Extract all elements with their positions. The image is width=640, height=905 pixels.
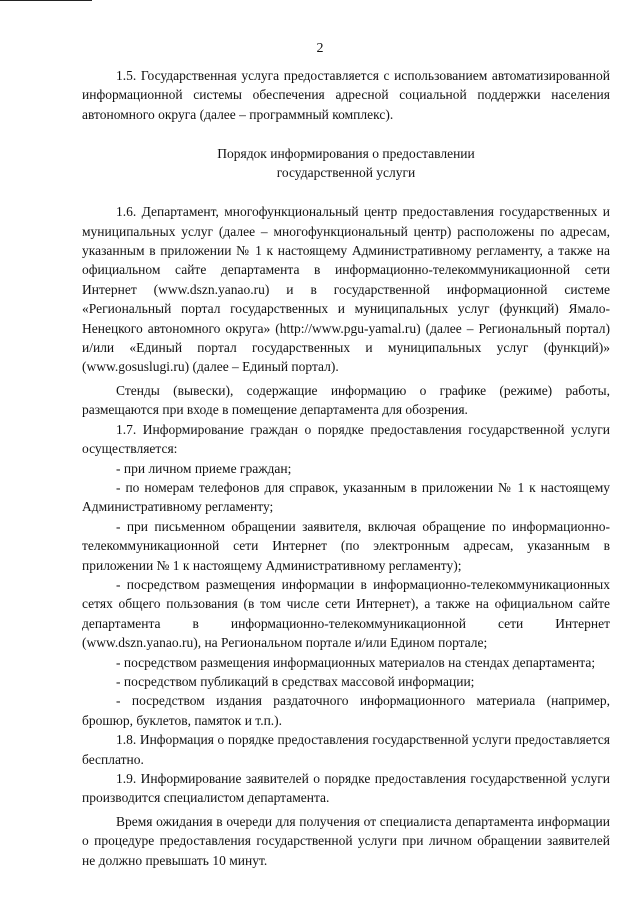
paragraph-1-6: 1.6. Департамент, многофункциональный центр предоставления государственных и муниципальных услуг (далее – многофункциональный центр) расположены по адресам, указанным в приложении № 1 к настоящему Административному регламенту, а также на официальном сайте департамента в информационно-телекоммуникационной сети Интернет (www.dszn.yanao.ru) и в государственной информационной системе «Региональный портал государственных и муниципальных услуг (функций) Ямало-Ненецкого автономного округа» (http://www.pgu-yamal.ru) (далее – Региональный портал) и/или «Единый портал государственных и муниципальных услуг (функций)» (www.gosuslugi.ru) (далее – Единый портал). [82, 204, 610, 375]
paragraph-1-7: 1.7. Информирование граждан о порядке предоставления государственной услуги осуществляется: [82, 421, 610, 457]
paragraph-waiting-time: Время ожидания в очереди для получения от специалиста департамента информации о процедуре предоставления государственной услуги при личном обращении заявителей не должно превышать 10 минут. [82, 813, 610, 868]
list-item-written-request: - при письменном обращении заявителя, включая обращение по информационно-телекоммуникационной сети Интернет (по электронным адресам, указанным в приложении № 1 к настоящему Административному регламенту); [82, 518, 610, 573]
paragraph-stands: Стенды (вывески), содержащие информацию о графике (режиме) работы, размещаются при входе в помещение департамента для обозрения. [82, 382, 610, 418]
list-item-phone: - по номерам телефонов для справок, указанным в приложении № 1 к настоящему Административному регламенту; [82, 479, 610, 515]
paragraph-1-8: 1.8. Информация о порядке предоставления государственной услуги предоставляется бесплатно. [82, 732, 610, 767]
section-heading [82, 144, 610, 182]
list-item-mass-media: - посредством публикаций в средствах массовой информации; [116, 673, 475, 689]
top-left-rule [0, 0, 92, 1]
paragraph-1-9: 1.9. Информирование заявителей о порядке предоставления государственной услуги производится специалистом департамента. [82, 771, 610, 806]
list-item-public-networks: - посредством размещения информации в информационно-телекоммуникационных сетях общего пользования (в том числе сети Интернет), а также на официальном сайте департамента в информационно-телекоммуникационной сети Интернет (www.dszn.yanao.ru), на Региональном портале и/или Едином портале; [82, 576, 610, 651]
list-item-handouts: - посредством издания раздаточного информационного материала (например, брошюр, буклетов, памяток и т.п.). [82, 693, 610, 728]
section-heading-line-1: Порядок информирования о предоставлении [217, 146, 475, 162]
document-body [82, 66, 610, 870]
page-number: 2 [316, 41, 324, 56]
list-item-stands: - посредством размещения информационных материалов на стендах департамента; [116, 654, 596, 670]
paragraph-1-5: 1.5. Государственная услуга предоставляется с использованием автоматизированной информационной системы обеспечения адресной социальной поддержки населения автономного округа (далее – программный комплекс). [82, 68, 610, 122]
list-item-personal-reception: - при личном приеме граждан; [116, 460, 292, 476]
section-heading-line-2: государственной услуги [276, 165, 416, 181]
